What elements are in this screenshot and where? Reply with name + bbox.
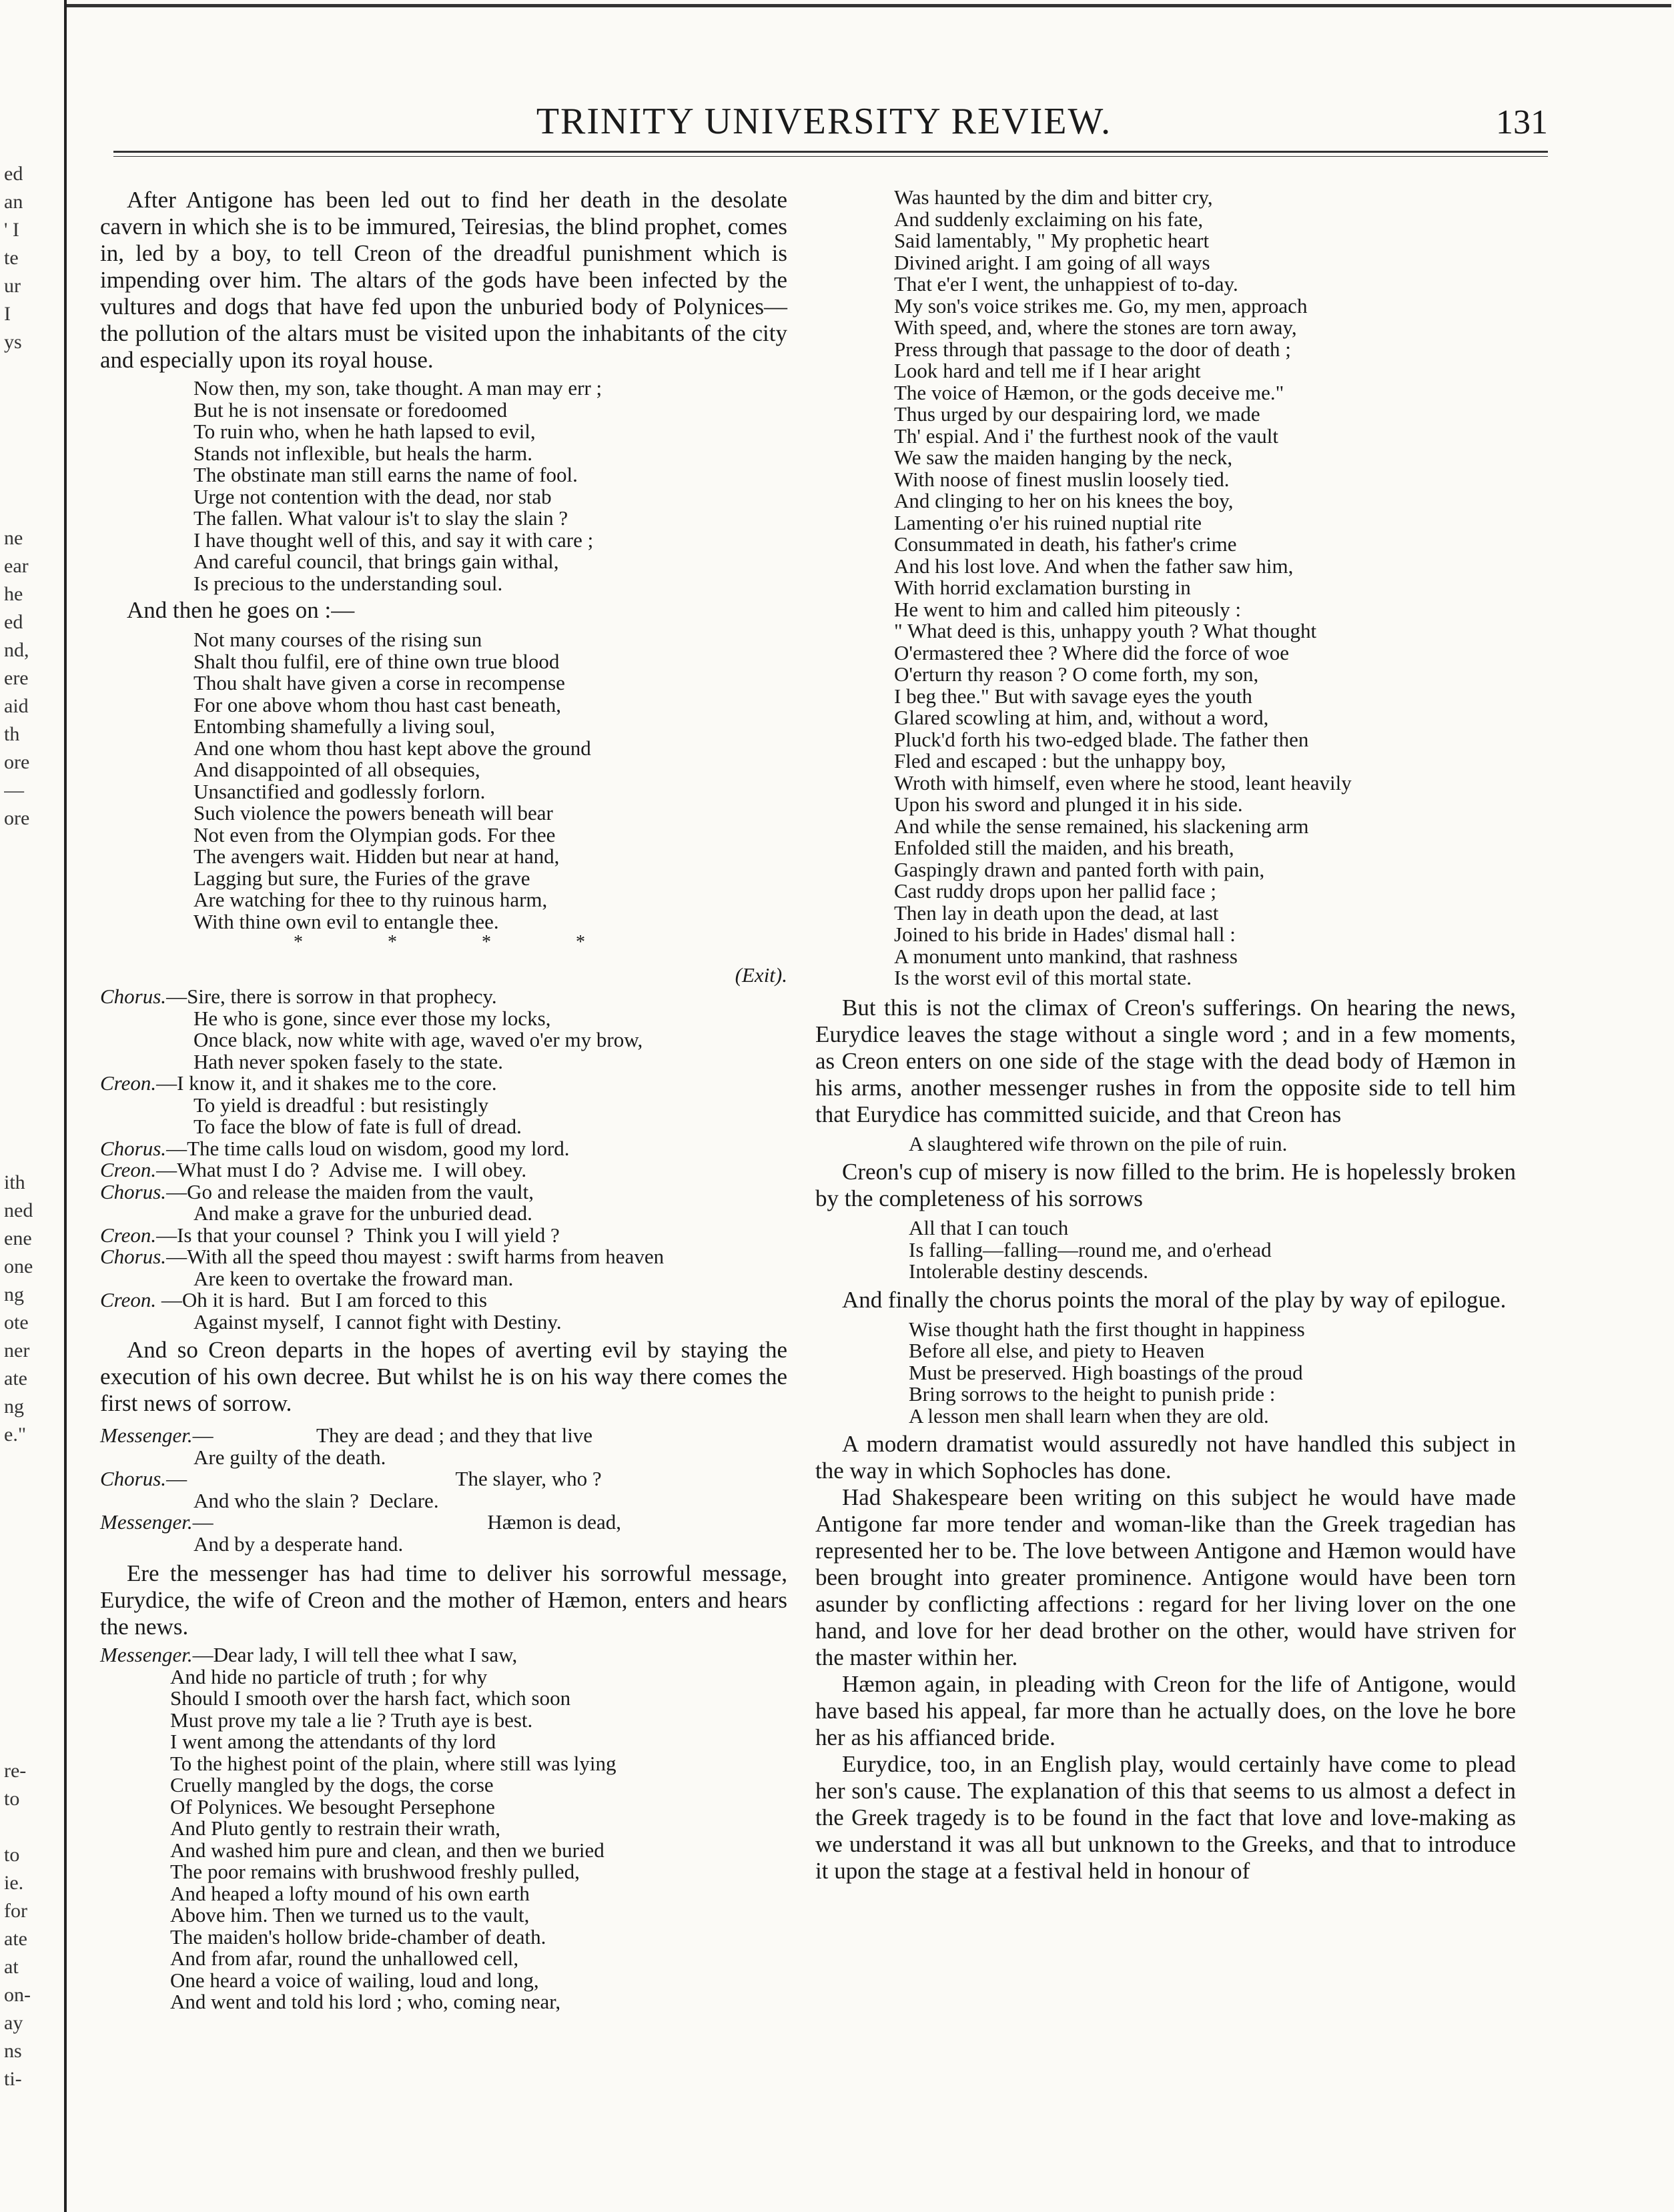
- verse-line: A lesson men shall learn when they are old.: [909, 1404, 1269, 1428]
- speech-text: And who the slain ? Declare.: [193, 1488, 439, 1512]
- verse-line: And disappointed of all obsequies,: [193, 758, 480, 781]
- paragraph: But this is not the climax of Creon's sufferings. On hearing the news, Eurydice leaves the stage without a single word ; and in a few moments, as Creon enters on one side of the stage with the dead body of Hæmon in his arms, another messenger rushes in from the opposite side to tell him that Eurydice has committed suicide, and that Creon has: [815, 994, 1516, 1127]
- verse-line: Th' espial. And i' the furthest nook of the vault: [894, 424, 1278, 448]
- edge-fragment: ed: [4, 163, 23, 185]
- edge-fragment: [4, 1673, 57, 1701]
- speech-text: —Go and release the maiden from the vault,: [166, 1179, 534, 1203]
- speech-text: And by a desperate hand.: [193, 1532, 404, 1556]
- verse-line: With noose of finest muslin loosely tied.: [894, 467, 1230, 491]
- verse-line: Stands not inflexible, but heals the harm.: [193, 441, 532, 465]
- verse-line: Fled and escaped : but the unhappy boy,: [894, 749, 1226, 772]
- speech-text: —Oh it is hard. But I am forced to this: [156, 1288, 488, 1311]
- verse-line: Must be preserved. High boastings of the proud: [909, 1360, 1303, 1384]
- verse-line: The avengers wait. Hidden but near at hand,: [193, 845, 560, 868]
- verse-line: Before all else, and piety to Heaven: [909, 1339, 1205, 1362]
- dialogue-line: [100, 1095, 787, 1117]
- dialogue-block: [100, 1425, 787, 1555]
- verse-line: We saw the maiden hanging by the neck,: [894, 446, 1233, 469]
- verse-line: And went and told his lord ; who, coming near,: [170, 1990, 561, 2013]
- dialogue-line: [100, 1116, 787, 1138]
- dialogue-line: [100, 1425, 787, 1447]
- verse-line: Lamenting o'er his ruined nuptial rite: [894, 510, 1202, 534]
- exit-direction: (Exit).: [735, 963, 787, 987]
- verse-line: To the highest point of the plain, where still was lying: [170, 1751, 616, 1775]
- edge-fragment: [4, 1645, 57, 1673]
- edge-fragment: ore: [4, 751, 30, 773]
- verse-line: Unsanctified and godlessly forlorn.: [193, 779, 486, 803]
- edge-fragment: ed: [4, 611, 23, 633]
- edge-fragment: e.": [4, 1424, 27, 1446]
- speech-text: — They are dead ; and they that live: [192, 1424, 593, 1447]
- edge-fragment: ti-: [4, 2068, 22, 2090]
- journal-title: TRINITY UNIVERSITY REVIEW.: [536, 101, 1112, 142]
- verse-line: Bring sorrows to the height to punish pride :: [909, 1382, 1276, 1406]
- verse-block: [815, 1217, 1516, 1283]
- edge-fragment: for: [4, 1900, 27, 1922]
- edge-fragment: ene: [4, 1227, 32, 1249]
- dialogue-line: [100, 1512, 787, 1534]
- speech-text: Once black, now white with age, waved o'er my brow,: [193, 1028, 643, 1051]
- verse-line: Then lay in death upon the dead, at last: [894, 901, 1219, 925]
- verse-line: I went among the attendants of thy lord: [170, 1730, 496, 1753]
- edge-fragment: ys: [4, 331, 22, 353]
- verse-line: Are watching for thee to thy ruinous harm,: [193, 888, 548, 911]
- verse-line: The maiden's hollow bride-chamber of death.: [170, 1924, 546, 1949]
- dialogue-line: [100, 1468, 787, 1490]
- edge-fragment: [4, 356, 57, 384]
- edge-fragment: [4, 1617, 57, 1645]
- speaker-label: Creon.: [100, 1288, 157, 1311]
- verse-line: Pluck'd forth his two-edged blade. The father then: [894, 727, 1309, 751]
- speech-text: Against myself, I cannot fight with Destiny.: [193, 1309, 562, 1333]
- verse-line: That e'er I went, the unhappiest of to-day.: [894, 272, 1238, 296]
- verse-line: Must prove my tale a lie ? Truth aye is best.: [170, 1708, 533, 1732]
- dialogue-line: [100, 1490, 787, 1512]
- verse-line: " What deed is this, unhappy youth ? What thought: [894, 619, 1317, 642]
- top-border: [67, 4, 1671, 7]
- verse-line: My son's voice strikes me. Go, my men, approach: [894, 294, 1308, 318]
- verse-line: And Pluto gently to restrain their wrath,: [170, 1816, 501, 1840]
- dialogue-line: [100, 1268, 787, 1290]
- verse-line: The fallen. What valour is't to slay the slain ?: [193, 506, 568, 530]
- verse-line: Wroth with himself, even where he stood, leant heavily: [894, 770, 1352, 794]
- edge-fragment: to: [4, 1788, 20, 1810]
- edge-fragment: ith: [4, 1171, 25, 1193]
- speech-text: —Is that your counsel ? Think you I will yield ?: [156, 1223, 560, 1247]
- edge-fragment: th: [4, 723, 20, 745]
- speech-text: —What must I do ? Advise me. I will obey.: [156, 1158, 527, 1181]
- edge-fragment: [4, 917, 57, 945]
- edge-fragment: ote: [4, 1311, 29, 1333]
- edge-fragment: [4, 1561, 57, 1589]
- dialogue-line: [100, 1289, 787, 1311]
- edge-fragment: ne: [4, 527, 23, 549]
- edge-fragment: [4, 412, 57, 440]
- verse-line: Gaspingly drawn and panted forth with pain,: [894, 857, 1265, 881]
- edge-fragment: [4, 1449, 57, 1477]
- edge-fragment: [4, 1701, 57, 1729]
- verse-line: Cast ruddy drops upon her pallid face ;: [894, 879, 1216, 903]
- speech-text: He who is gone, since ever those my locks,: [193, 1006, 551, 1030]
- header-rule: [113, 151, 1548, 153]
- edge-fragment: at: [4, 1956, 19, 1978]
- verse-line: Not even from the Olympian gods. For thee: [193, 822, 556, 847]
- verse-block: [815, 187, 1516, 989]
- ellipsis-stars: * * * *: [294, 932, 625, 953]
- speaker-label: Chorus.: [100, 1467, 167, 1490]
- edge-fragment: ' I: [4, 219, 19, 241]
- edge-fragment: ng: [4, 1283, 24, 1305]
- verse-line: Said lamentably, " My prophetic heart: [894, 229, 1210, 252]
- right-column: [815, 187, 1516, 1884]
- verse-line: The obstinate man still earns the name of fool.: [193, 463, 578, 486]
- edge-fragment: [4, 1589, 57, 1617]
- verse-line: Thus urged by our despairing lord, we made: [894, 402, 1260, 426]
- speaker-label: Chorus.: [100, 985, 167, 1008]
- speaker-label: Messenger.: [100, 1424, 193, 1447]
- verse-line: And suddenly exclaiming on his fate,: [894, 207, 1204, 231]
- binding-edge: [64, 0, 67, 2212]
- dialogue-line: [100, 1138, 787, 1160]
- dialogue-line: [100, 1073, 787, 1095]
- speech-text: Are guilty of the death.: [193, 1445, 386, 1469]
- paragraph: And then he goes on :—: [127, 597, 355, 623]
- verse-line: Look hard and tell me if I hear aright: [894, 359, 1201, 382]
- left-column: [100, 187, 787, 2013]
- verse-line: The voice of Hæmon, or the gods deceive me.": [894, 380, 1284, 404]
- verse-line: Of Polynices. We besought Persephone: [170, 1794, 495, 1818]
- verse-line: And while the sense remained, his slackening arm: [894, 814, 1309, 838]
- speaker-label: Creon.: [100, 1158, 157, 1181]
- dialogue-line: [100, 1029, 787, 1051]
- verse-line: Such violence the powers beneath will bear: [193, 801, 553, 824]
- edge-fragment: [4, 973, 57, 1001]
- verse-line: Is falling—falling—round me, and o'erhead: [909, 1237, 1272, 1261]
- verse-line: But he is not insensate or foredoomed: [193, 398, 508, 422]
- verse-line: Consummated in death, his father's crime: [894, 532, 1237, 556]
- dialogue-line: [100, 1008, 787, 1030]
- paragraph: And so Creon departs in the hopes of averting evil by staying the execution of his own decree. But whilst he is on his way there comes the first news of sorrow.: [100, 1337, 787, 1416]
- edge-fragment: he: [4, 583, 23, 605]
- verse-line: I have thought well of this, and say it with care ;: [193, 528, 594, 552]
- speech-text: To face the blow of fate is full of dread.: [193, 1115, 522, 1138]
- verse-line: Now then, my son, take thought. A man may err ;: [193, 376, 602, 400]
- dialogue-line: [100, 986, 787, 1008]
- verse-line: Is the worst evil of this mortal state.: [894, 966, 1192, 989]
- edge-fragment: [4, 468, 57, 496]
- edge-fragment: [4, 861, 57, 889]
- speaker-label: Creon.: [100, 1071, 157, 1095]
- verse-line: Thou shalt have given a corse in recompense: [193, 671, 565, 694]
- paragraph: A modern dramatist would assuredly not have handled this subject in the way in which Sophocles has done.: [815, 1431, 1516, 1484]
- speech-text: —The time calls loud on wisdom, good my lord.: [166, 1136, 570, 1160]
- edge-fragment: [4, 1505, 57, 1533]
- edge-fragment: one: [4, 1255, 33, 1277]
- edge-fragment: ate: [4, 1367, 27, 1390]
- verse-line: I beg thee." But with savage eyes the youth: [894, 684, 1252, 708]
- verse-line: Should I smooth over the harsh fact, which soon: [170, 1686, 571, 1710]
- speech-text: —With all the speed thou mayest : swift harms from heaven: [166, 1245, 665, 1268]
- verse-line: For one above whom thou hast cast beneath,: [193, 692, 561, 716]
- verse-line: Joined to his bride in Hades' dismal hall :: [894, 923, 1236, 946]
- verse-line: To ruin who, when he hath lapsed to evil,: [193, 420, 536, 443]
- verse-block: [100, 629, 787, 933]
- verse-line: And from afar, round the unhallowed cell,: [170, 1947, 519, 1970]
- dialogue-line: [100, 1311, 787, 1333]
- verse-line: Above him. Then we turned us to the vault,: [170, 1903, 530, 1926]
- verse-line: Divined aright. I am going of all ways: [894, 250, 1210, 274]
- edge-fragment: [4, 1729, 57, 1757]
- edge-fragment: ng: [4, 1396, 24, 1418]
- speech-text: Are keen to overtake the froward man.: [193, 1266, 514, 1290]
- edge-fragment: nd,: [4, 639, 29, 661]
- edge-fragment: ere: [4, 667, 29, 689]
- verse-line: Glared scowling at him, and, without a word,: [894, 706, 1269, 729]
- speaker-label: Creon.: [100, 1223, 157, 1247]
- edge-fragment: an: [4, 191, 23, 213]
- edge-fragment: [4, 889, 57, 917]
- edge-fragment: [4, 1813, 57, 1841]
- speaker-label: Chorus.: [100, 1245, 167, 1268]
- verse-line: One heard a voice of wailing, loud and long,: [170, 1968, 539, 1992]
- edge-fragment: [4, 1477, 57, 1505]
- verse-line: O'erturn thy reason ? O come forth, my son,: [894, 662, 1259, 686]
- paragraph: Creon's cup of misery is now filled to the brim. He is hopelessly broken by the completeness of his sorrows: [815, 1159, 1516, 1211]
- verse-line: With thine own evil to entangle thee.: [193, 909, 499, 933]
- speech-text: To yield is dreadful : but resistingly: [193, 1093, 489, 1117]
- edge-fragment: re-: [4, 1760, 27, 1782]
- edge-fragment: [4, 1001, 57, 1029]
- speech-text: — Hæmon is dead,: [192, 1510, 621, 1534]
- verse-line: He went to him and called him piteously :: [894, 597, 1242, 621]
- verse-line: Shalt thou fulfil, ere of thine own true blood: [193, 649, 560, 673]
- edge-fragment: ned: [4, 1199, 33, 1221]
- edge-fragment: aid: [4, 695, 29, 717]
- edge-fragment: —: [4, 779, 24, 801]
- messenger-speech-start: [100, 1644, 787, 1666]
- edge-fragment: [4, 833, 57, 861]
- dialogue-block: [100, 986, 787, 1333]
- page-number: 131: [1496, 103, 1548, 141]
- dialogue-line: [100, 1246, 787, 1268]
- speaker-label: Messenger.: [100, 1643, 193, 1666]
- edge-fragment: [4, 945, 57, 973]
- edge-fragment: on-: [4, 1984, 31, 2006]
- verse-line: Entombing shamefully a living soul,: [193, 714, 496, 738]
- edge-fragment: [4, 1029, 57, 1057]
- edge-fragment: [4, 1113, 57, 1141]
- verse-line: And his lost love. And when the father saw him,: [894, 554, 1294, 578]
- verse-line: Enfolded still the maiden, and his breath,: [894, 836, 1234, 859]
- speech-text: —I know it, and it shakes me to the core.: [156, 1071, 497, 1095]
- verse-line: A monument unto mankind, that rashness: [894, 944, 1238, 968]
- edge-fragment: ur: [4, 275, 21, 297]
- verse-block: [100, 1666, 787, 2013]
- edge-fragment: [4, 1141, 57, 1169]
- verse-line: And heaped a lofty mound of his own earth: [170, 1881, 530, 1905]
- edge-fragment: [4, 1057, 57, 1085]
- edge-fragment: ns: [4, 2040, 22, 2062]
- paragraph: Hæmon again, in pleading with Creon for the life of Antigone, would have based his appeal, far more than he actually does, on the love he bore her as his affianced bride.: [815, 1671, 1516, 1750]
- verse-line: And careful council, that brings gain withal,: [193, 550, 559, 573]
- verse-line: The poor remains with brushwood freshly pulled,: [170, 1860, 580, 1883]
- verse-line: And one whom thou hast kept above the ground: [193, 736, 591, 760]
- verse-line: O'ermastered thee ? Where did the force of woe: [894, 640, 1289, 664]
- verse-line: Upon his sword and plunged it in his side.: [894, 792, 1243, 816]
- speech-text: Hath never spoken fasely to the state.: [193, 1049, 503, 1073]
- verse-line: Was haunted by the dim and bitter cry,: [894, 185, 1213, 209]
- verse-block: [815, 1319, 1516, 1428]
- verse-line: Urge not contention with the dead, nor stab: [193, 484, 552, 508]
- speaker-label: Chorus.: [100, 1136, 167, 1160]
- edge-fragment: ear: [4, 555, 29, 577]
- verse-line: All that I can touch: [909, 1216, 1069, 1239]
- edge-fragment: ay: [4, 2012, 23, 2034]
- paragraph: And finally the chorus points the moral of the play by way of epilogue.: [842, 1286, 1507, 1313]
- verse-line: With horrid exclamation bursting in: [894, 576, 1191, 599]
- dialogue-line: [100, 1534, 787, 1556]
- verse-line: And hide no particle of truth ; for why: [170, 1664, 488, 1688]
- edge-fragment: [4, 1085, 57, 1113]
- header-rule-thin: [113, 156, 1548, 157]
- paragraph: Had Shakespeare been writing on this subject he would have made Antigone far more tender and woman-like than the Greek tragedian has represented her to be. The love between Antigone and Hæmon would have been brought into greater prominence. Antigone would have been torn asunder by conflicting affections : regard for her living lover on the one hand, and love for her dead brother on the other, would have striven for the master within her.: [815, 1484, 1516, 1670]
- speech-text: —Sire, there is sorrow in that prophecy.: [166, 985, 497, 1008]
- verse-line: With speed, and, where the stones are torn away,: [894, 316, 1297, 339]
- dialogue-line: [100, 1447, 787, 1469]
- paragraph: Eurydice, too, in an English play, would certainly have come to plead her son's cause. The explanation of this that seems to us almost a defect in the Greek tragedy is to be found in the fact that love and love-making as we understand it was all but unknown to the Greeks, and that to introduce it upon the stage at a festival held in honour of: [815, 1751, 1516, 1884]
- edge-fragment: ate: [4, 1928, 27, 1950]
- dialogue-line: [100, 1225, 787, 1247]
- verse-line: Intolerable destiny descends.: [909, 1259, 1148, 1283]
- edge-fragment: ore: [4, 807, 30, 829]
- dialogue-line: [100, 1051, 787, 1073]
- speaker-label: Messenger.: [100, 1510, 193, 1534]
- edge-fragment: [4, 384, 57, 412]
- edge-fragment: [4, 440, 57, 468]
- speech-line: —Dear lady, I will tell thee what I saw,: [192, 1643, 518, 1666]
- verse-line: A slaughtered wife thrown on the pile of ruin.: [909, 1131, 1288, 1155]
- paragraph: After Antigone has been led out to find her death in the desolate cavern in which she is to be immured, Teiresias, the blind prophet, comes in, led by a boy, to tell Creon of the dreadful punishment which is impending over him. The altars of the gods have been infected by the vultures and dogs that have fed upon the unburied body of Polynices—the pollution of the altars must be visited upon the inhabitants of the city and especially upon its royal house.: [100, 187, 787, 373]
- edge-fragment: [4, 496, 57, 524]
- dialogue-line: [100, 1159, 787, 1181]
- verse-line: Lagging but sure, the Furies of the grave: [193, 866, 530, 890]
- verse-line: Is precious to the understanding soul.: [193, 571, 503, 595]
- edge-fragment: to: [4, 1844, 20, 1866]
- dialogue-line: [100, 1203, 787, 1225]
- speech-text: And make a grave for the unburied dead.: [193, 1201, 532, 1225]
- edge-fragment: [4, 1533, 57, 1561]
- edge-fragment: ner: [4, 1339, 30, 1361]
- page-header: [100, 100, 1548, 147]
- edge-fragment: ie.: [4, 1872, 24, 1894]
- dialogue-line: [100, 1181, 787, 1203]
- speech-text: — The slayer, who ?: [166, 1467, 602, 1490]
- speaker-label: Chorus.: [100, 1179, 167, 1203]
- verse-line: Cruelly mangled by the dogs, the corse: [170, 1773, 494, 1796]
- facing-page-fragments: [4, 160, 57, 2093]
- verse-line: And washed him pure and clean, and then we buried: [170, 1838, 604, 1862]
- verse-block: [100, 378, 787, 594]
- verse-line: Wise thought hath the first thought in happiness: [909, 1317, 1305, 1341]
- edge-fragment: te: [4, 247, 19, 269]
- verse-line: Press through that passage to the door of death ;: [894, 337, 1291, 361]
- verse-line: And clinging to her on his knees the boy,: [894, 489, 1234, 512]
- edge-fragment: I: [4, 303, 11, 325]
- verse-line: Not many courses of the rising sun: [193, 628, 482, 651]
- paragraph: Ere the messenger has had time to deliver his sorrowful message, Eurydice, the wife of Creon and the mother of Hæmon, enters and hears the news.: [100, 1560, 787, 1640]
